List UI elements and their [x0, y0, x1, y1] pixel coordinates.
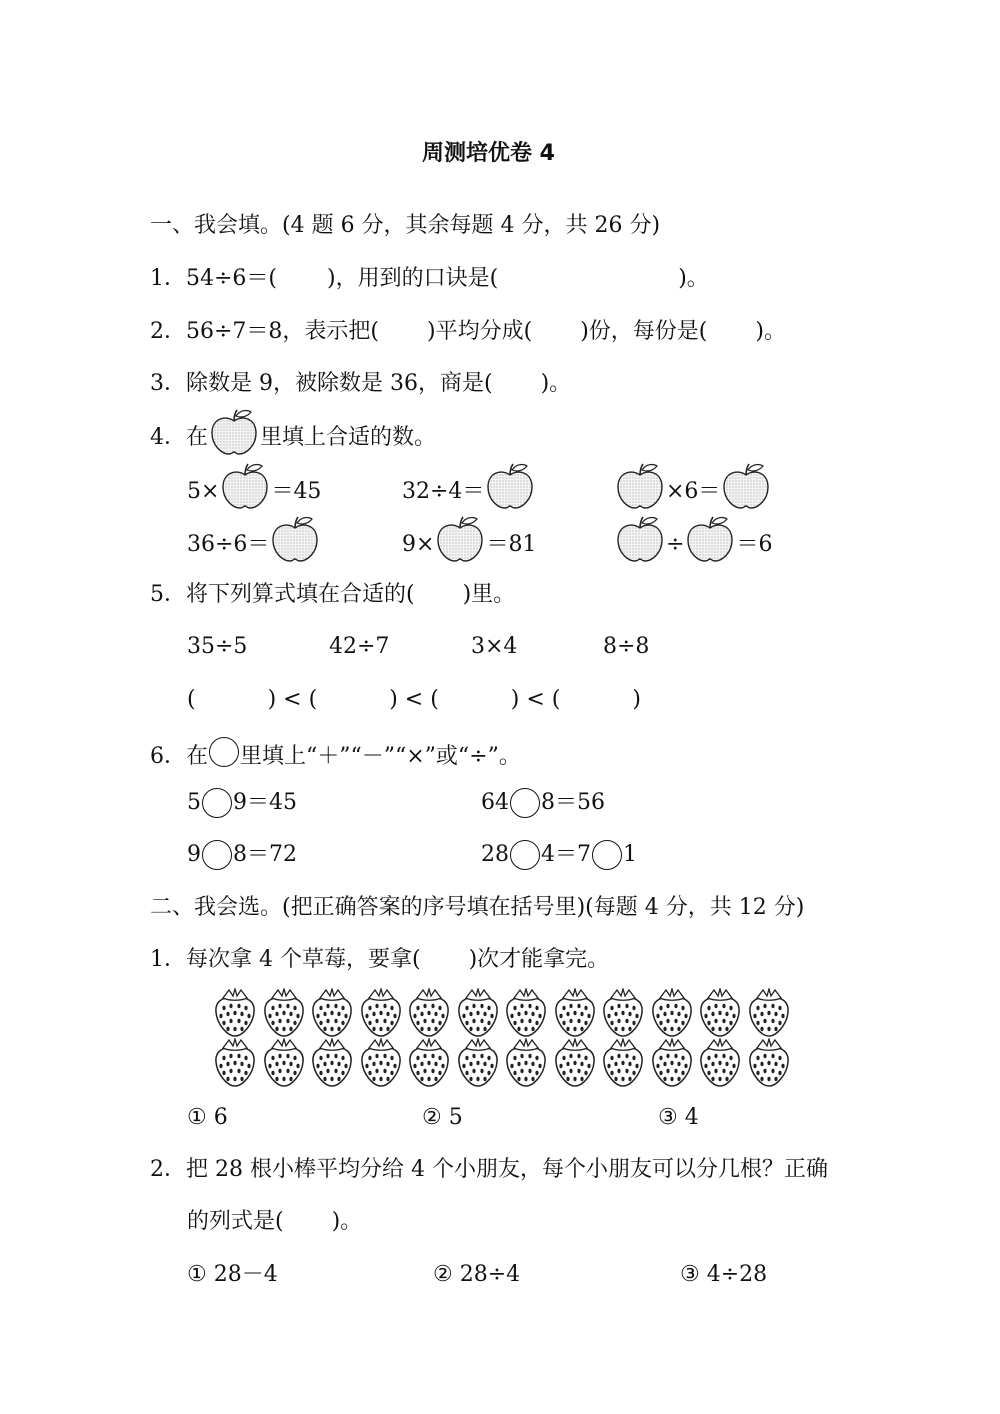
strawberry-icon [649, 1038, 695, 1088]
q6-row2-col1: 9 8＝72 [187, 840, 297, 870]
question-1-3: 3．除数是 9，被除数是 36，商是( )。 [150, 371, 572, 396]
question-1-1: 1．54÷6＝( )，用到的口诀是( )。 [150, 266, 709, 291]
option-2-2-c[interactable]: ③ 4÷28 [680, 1262, 768, 1287]
q4-row1-col1: 5× ＝45 [187, 474, 321, 510]
operator-circle[interactable] [202, 840, 232, 870]
strawberry-icon [212, 988, 258, 1038]
q6-row1-col1: 5 9＝45 [187, 788, 297, 818]
section2-heading: 二、我会选。(把正确答案的序号填在括号里)(每题 4 分，共 12 分) [150, 895, 805, 920]
q5-expr-3: 3×4 [471, 634, 518, 659]
q6-row1-col2: 64 8＝56 [481, 788, 605, 818]
apple-icon[interactable] [684, 515, 736, 563]
strawberry-icon [358, 1038, 404, 1088]
option-2-1-a[interactable]: ① 6 [187, 1105, 228, 1130]
strawberry-icon [503, 1038, 549, 1088]
q4-row2-col2: 9× ＝81 [402, 527, 536, 563]
q5-order-row: ( ) < ( ) < ( ) < ( ) [187, 687, 641, 712]
apple-icon [208, 408, 260, 456]
q6-row2-col2: 28 4＝7 1 [481, 840, 637, 870]
strawberry-icon [552, 1038, 598, 1088]
q4-row1-col3: ×6＝ [614, 474, 772, 510]
option-2-2-b[interactable]: ② 28÷4 [433, 1262, 521, 1287]
strawberry-icon [697, 988, 743, 1038]
strawberry-icon [600, 988, 646, 1038]
apple-icon[interactable] [614, 462, 666, 510]
question-2-2: 2．把 28 根小棒平均分给 4 个小朋友，每个小朋友可以分几根？正确 [150, 1157, 828, 1182]
question-2-2-line2: 的列式是( )。 [187, 1209, 363, 1234]
circle-icon [209, 737, 239, 767]
operator-circle[interactable] [510, 788, 540, 818]
strawberry-icon [358, 988, 404, 1038]
apple-icon[interactable] [269, 515, 321, 563]
strawberry-icon [503, 988, 549, 1038]
strawberry-icon [309, 988, 355, 1038]
question-1-5: 5．将下列算式填在合适的( )里。 [150, 582, 516, 607]
strawberry-icon [261, 988, 307, 1038]
page-title: 周测培优卷 4 [422, 141, 555, 166]
q5-expr-4: 8÷8 [603, 634, 650, 659]
operator-circle[interactable] [592, 840, 622, 870]
strawberry-icon [406, 1038, 452, 1088]
strawberry-icon [455, 1038, 501, 1088]
apple-icon[interactable] [434, 515, 486, 563]
section1-heading: 一、我会填。(4 题 6 分，其余每题 4 分，共 26 分) [150, 213, 661, 238]
q4-row2-col1: 36÷6＝ [187, 527, 321, 563]
operator-circle[interactable] [202, 788, 232, 818]
strawberry-icon [746, 1038, 792, 1088]
question-1-4: 4．在 里填上合适的数。 [150, 420, 436, 456]
strawberry-icon [697, 1038, 743, 1088]
strawberry-icon [746, 988, 792, 1038]
strawberry-icon [649, 988, 695, 1038]
apple-icon[interactable] [484, 462, 536, 510]
q5-expr-1: 35÷5 [187, 634, 248, 659]
operator-circle[interactable] [510, 840, 540, 870]
q4-row2-col3: ÷ ＝6 [614, 527, 772, 563]
strawberry-icon [455, 988, 501, 1038]
option-2-1-b[interactable]: ② 5 [422, 1105, 463, 1130]
apple-icon[interactable] [614, 515, 666, 563]
option-2-2-a[interactable]: ① 28－4 [187, 1262, 278, 1287]
option-2-1-c[interactable]: ③ 4 [658, 1105, 699, 1130]
strawberry-icon [261, 1038, 307, 1088]
question-1-6: 6．在 里填上“＋”“－”“×”或“÷”。 [150, 742, 521, 772]
apple-icon[interactable] [720, 462, 772, 510]
apple-icon[interactable] [219, 462, 271, 510]
q4-row1-col2: 32÷4＝ [402, 474, 536, 510]
q5-expr-2: 42÷7 [329, 634, 390, 659]
strawberry-icon [600, 1038, 646, 1088]
strawberry-icon [406, 988, 452, 1038]
question-2-1: 1．每次拿 4 个草莓，要拿( )次才能拿完。 [150, 947, 610, 972]
strawberry-icon [552, 988, 598, 1038]
question-1-2: 2．56÷7＝8，表示把( )平均分成( )份，每份是( )。 [150, 319, 786, 344]
strawberry-icon [309, 1038, 355, 1088]
strawberry-icon [212, 1038, 258, 1088]
